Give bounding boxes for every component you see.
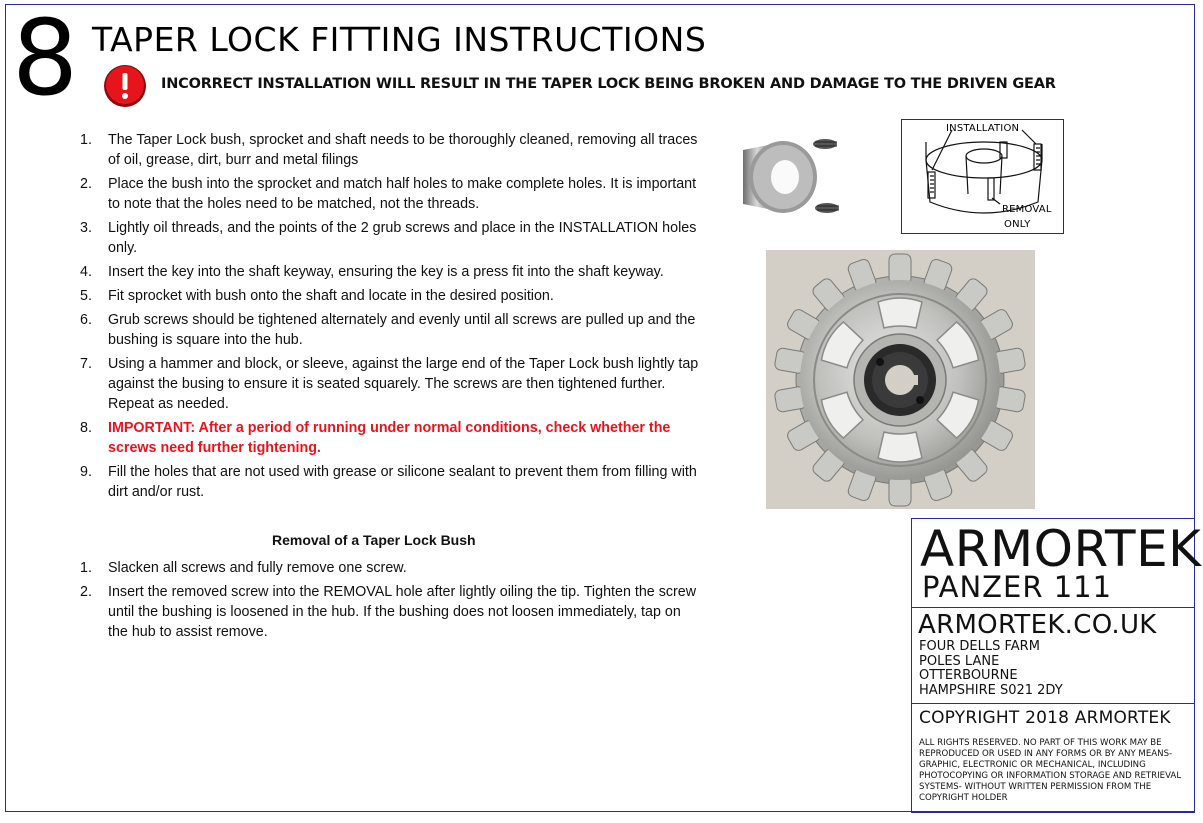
- list-item: [80, 218, 700, 258]
- list-item: [80, 174, 700, 214]
- removal-steps-list: [80, 558, 700, 646]
- step-text: Insert the removed screw into the REMOVAL hole after lightly oiling the tip. Tighten the screw until the bushing is loosened in the hub. If the bushing does not loosen immediately, tap on the hub to assist remove.: [108, 584, 697, 640]
- list-item: [80, 310, 700, 350]
- title-block: [911, 518, 1202, 813]
- address-line: FOUR DELLS FARM: [919, 639, 1040, 654]
- step-number: 2.: [80, 176, 92, 192]
- copyright: COPYRIGHT 2018 ARMORTEK: [919, 708, 1171, 728]
- list-item: [80, 354, 700, 414]
- list-item: [80, 130, 700, 170]
- important-step-text: IMPORTANT: After a period of running under normal conditions, check whether the screws need further tightening.: [108, 420, 671, 456]
- fitting-steps-list: [80, 130, 700, 506]
- step-text: The Taper Lock bush, sprocket and shaft needs to be thoroughly cleaned, removing all traces of oil, grease, dirt, burr and metal filings: [108, 132, 698, 168]
- list-item: [80, 558, 700, 578]
- installation-label: INSTALLATION: [946, 123, 1020, 134]
- address-line: POLES LANE: [919, 653, 1000, 669]
- page-title: TAPER LOCK FITTING INSTRUCTIONS: [92, 20, 707, 59]
- list-item: [80, 462, 700, 502]
- list-item: [80, 418, 700, 458]
- sprocket-illustration: [766, 250, 1035, 509]
- address-line: OTTERBOURNE: [919, 668, 1018, 683]
- brand-name: ARMORTEK: [920, 520, 1202, 578]
- step-number: 8.: [80, 420, 92, 436]
- step-number: 1.: [80, 132, 92, 148]
- step-number: 2.: [80, 584, 92, 600]
- step-number: 3.: [80, 220, 92, 236]
- installation-diagram: [901, 119, 1064, 234]
- step-number: 6.: [80, 312, 92, 328]
- removal-only-label: ONLY: [1004, 219, 1031, 230]
- step-number: 5.: [80, 288, 92, 304]
- section-number: 8: [12, 0, 79, 119]
- step-number: 7.: [80, 356, 92, 372]
- model-name: PANZER 111: [922, 570, 1113, 604]
- step-number: 4.: [80, 264, 92, 280]
- brand-section: [912, 519, 1202, 608]
- removal-label: REMOVAL: [1002, 204, 1052, 215]
- step-text: Fill the holes that are not used with grease or silicone sealant to prevent them from filling with dirt and/or rust.: [108, 464, 697, 500]
- website: ARMORTEK.CO.UK: [918, 610, 1157, 640]
- copyright-section: [912, 704, 1194, 812]
- list-item: [80, 582, 700, 642]
- step-text: Using a hammer and block, or sleeve, against the large end of the Taper Lock bush lightly tap against the busing to ensure it is seated squarely. The screws are then tightened further. Repeat as needed.: [108, 356, 699, 412]
- step-number: 9.: [80, 464, 92, 480]
- step-text: Lightly oil threads, and the points of the 2 grub screws and place in the INSTALLATION holes only.: [108, 220, 697, 256]
- taper-lock-bush-image: [735, 132, 855, 222]
- address-line: HAMPSHIRE S021 2DY: [919, 682, 1063, 698]
- warning-text: INCORRECT INSTALLATION WILL RESULT IN THE TAPER LOCK BEING BROKEN AND DAMAGE TO THE DRIVEN GEAR: [161, 76, 1056, 92]
- step-text: Place the bush into the sprocket and match half holes to make complete holes. It is important to note that the holes need to be matched, not the threads.: [108, 176, 697, 212]
- list-item: [80, 286, 700, 306]
- rights-notice: ALL RIGHTS RESERVED. NO PART OF THIS WORK MAY BE REPRODUCED OR USED IN ANY FORMS OR BY ANY MEANS- GRAPHIC, ELECTRONIC OR MECHANICAL, INCLUDING PHOTOCOPYING OR INFORMATION STORAGE AND RETRIEVAL SYSTEMS- WITHOUT WRITTEN PERMISSION FROM THE COPYRIGHT HOLDER: [919, 738, 1182, 803]
- exclamation-icon: [103, 64, 147, 108]
- sprocket-photo: [766, 250, 1035, 509]
- step-text: Insert the key into the shaft keyway, ensuring the key is a press fit into the shaft keyway.: [108, 264, 664, 280]
- bush-line-drawing: [902, 120, 1065, 235]
- step-text: Fit sprocket with bush onto the shaft and locate in the desired position.: [108, 288, 554, 304]
- address: [919, 640, 1063, 698]
- step-text: Grub screws should be tightened alternately and evenly until all screws are pulled up and the bushing is square into the hub.: [108, 312, 696, 348]
- contact-section: [912, 608, 1194, 704]
- step-number: 1.: [80, 560, 92, 576]
- removal-heading: Removal of a Taper Lock Bush: [272, 532, 476, 548]
- list-item: [80, 262, 700, 282]
- step-text: Slacken all screws and fully remove one screw.: [108, 560, 407, 576]
